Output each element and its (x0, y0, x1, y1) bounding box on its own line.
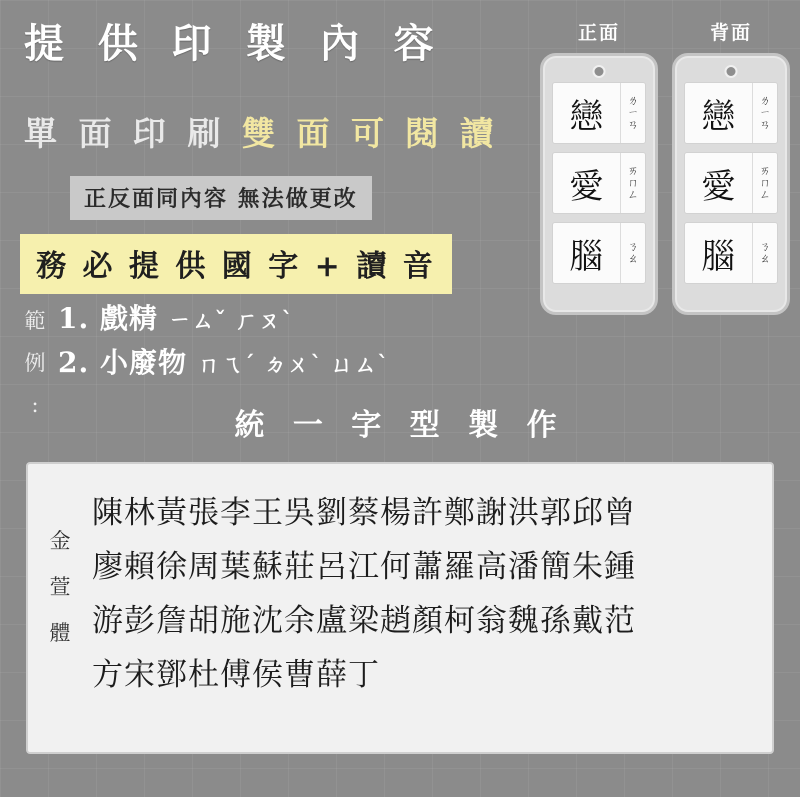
keychain-card-front (540, 53, 658, 315)
keychain-cell-han: 腦 (701, 236, 736, 277)
zhuyin-glyph: ㄧ (627, 106, 639, 119)
zhuyin-glyph: ㄌ (759, 94, 771, 107)
example-reading: ㄇㄟˊ ㄉㄨˋ ㄩㄙˋ (197, 352, 390, 378)
example-label-char: 範 (24, 309, 46, 333)
keychain-cell-zhuyin (620, 153, 645, 213)
keychain-cell-zhuyin (752, 223, 777, 283)
zhuyin-glyph: ㄞ (627, 164, 639, 177)
zhuyin-glyph: ㄢ (627, 118, 639, 131)
page-title: 提 供 印 製 內 容 (24, 20, 444, 67)
zhuyin-glyph: ㄠ (759, 252, 771, 265)
example-index: 2. (58, 346, 90, 379)
font-sample-row: 廖賴徐周葉蘇莊呂江何蕭羅高潘簡朱鍾 (92, 549, 636, 585)
keychain-cell (552, 152, 646, 214)
keychain-cell-han: 愛 (569, 166, 604, 207)
keychain-cell-zhuyin (620, 83, 645, 143)
unify-font-note: 統 一 字 型 製 作 (234, 408, 566, 443)
example-label-char: 例 (24, 351, 46, 375)
keychain-caption-back: 背面 (709, 22, 752, 44)
subtitle-accent-part: 雙 面 可 閱 讀 (241, 114, 498, 153)
keyring-hole-icon (593, 65, 606, 78)
zhuyin-glyph: ㄋ (759, 240, 771, 253)
keychain-preview-front (540, 18, 658, 315)
font-sample-row: 陳林黃張李王吳劉蔡楊許鄭謝洪郭邱曾 (92, 495, 636, 531)
font-name-char: 體 (49, 621, 71, 645)
zhuyin-glyph: ㄠ (627, 252, 639, 265)
keychain-preview-back (672, 18, 790, 315)
zhuyin-glyph: ㄞ (759, 164, 771, 177)
zhuyin-glyph: ㄌ (627, 94, 639, 107)
font-name-char: 萱 (49, 575, 71, 599)
keychain-cell (552, 82, 646, 144)
example-word: 戲精 (99, 302, 158, 335)
zhuyin-glyph: ㄢ (759, 118, 771, 131)
font-name-char: 金 (49, 529, 71, 553)
keychain-cell-han: 戀 (701, 96, 736, 137)
example-line (58, 298, 389, 342)
keychain-cell-han: 腦 (569, 236, 604, 277)
keychain-cell-zhuyin (752, 83, 777, 143)
example-index: 1. (58, 302, 90, 335)
font-sample-rows (92, 464, 772, 752)
keychain-cell (684, 82, 778, 144)
note-banner: 正反面同內容 無法做更改 (70, 176, 372, 220)
example-line (58, 342, 389, 386)
keychain-cell-zhuyin (620, 223, 645, 283)
keychain-cell-han: 愛 (701, 166, 736, 207)
zhuyin-glyph: ㄇ (759, 176, 771, 189)
subtitle (24, 108, 498, 155)
font-sample-panel (26, 462, 774, 754)
keychain-card-back (672, 53, 790, 315)
example-list (58, 298, 389, 386)
zhuyin-glyph: ㄧ (759, 106, 771, 119)
example-reading: ㄧㄙˇ ㄏㄡˋ (168, 308, 294, 334)
font-sample-row: 游彭詹胡施沈余盧梁趙顏柯翁魏孫戴范 (92, 603, 636, 639)
zhuyin-glyph: ㄥ (627, 188, 639, 201)
keyring-hole-icon (725, 65, 738, 78)
example-word: 小廢物 (99, 346, 187, 379)
subtitle-plain-part: 單 面 印 刷 (24, 114, 242, 153)
font-name-label (28, 464, 92, 752)
keychain-cell (552, 222, 646, 284)
keychain-cell-han: 戀 (569, 96, 604, 137)
zhuyin-glyph: ㄇ (627, 176, 639, 189)
keychain-caption-front: 正面 (577, 22, 620, 44)
zhuyin-glyph: ㄥ (759, 188, 771, 201)
keychain-cell-zhuyin (752, 153, 777, 213)
zhuyin-glyph: ㄋ (627, 240, 639, 253)
keychain-cell (684, 152, 778, 214)
example-label-char: : (31, 393, 39, 417)
font-sample-row: 方宋鄧杜傅侯曹薛丁 (92, 657, 380, 693)
keychain-cell (684, 222, 778, 284)
requirement-banner: 務 必 提 供 國 字 + 讀 音 (20, 234, 452, 294)
